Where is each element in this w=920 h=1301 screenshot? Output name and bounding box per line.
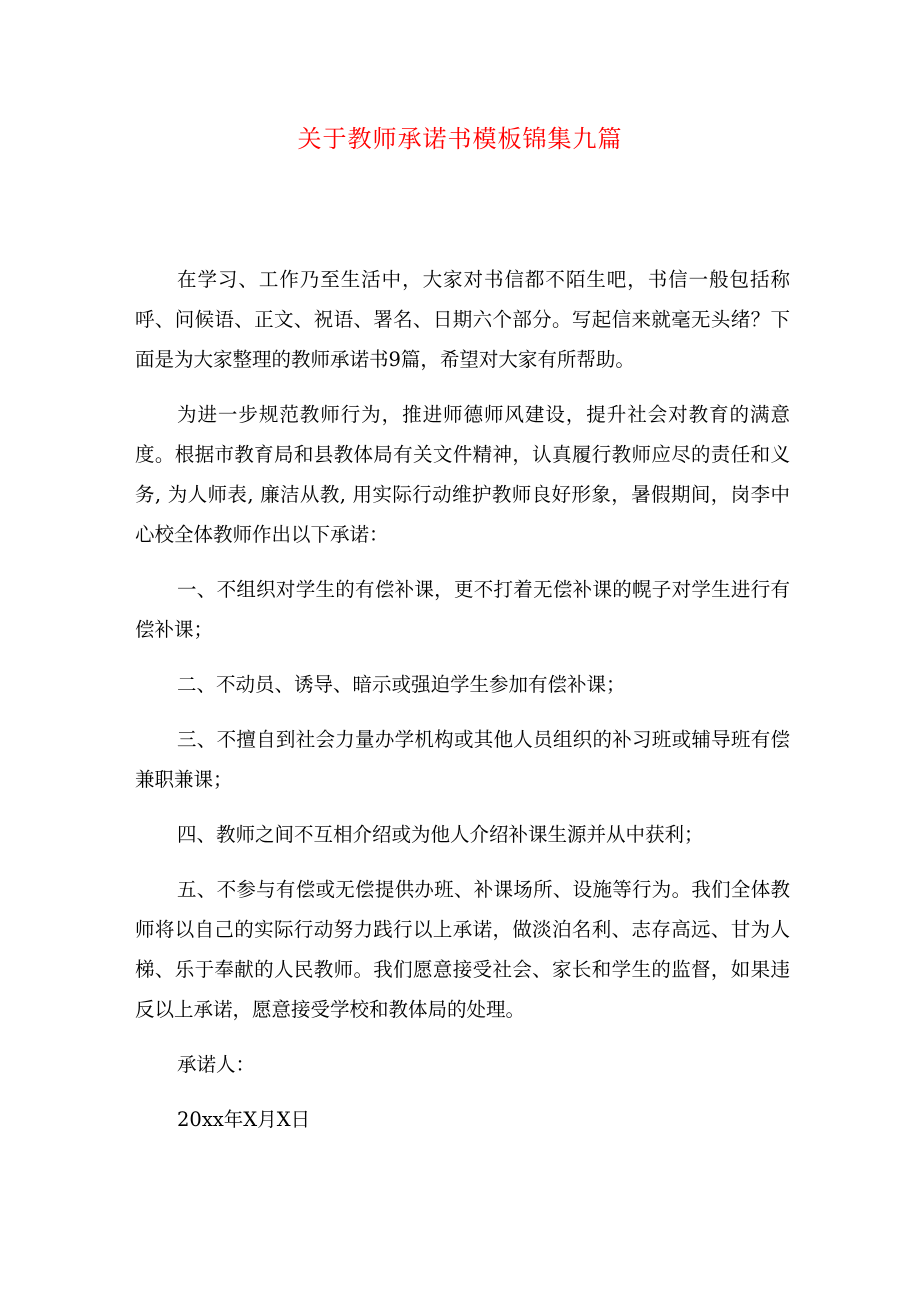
document-title: 关于教师承诺书模板锦集九篇 (297, 125, 623, 153)
paragraph-promise-3: 三、不擅自到社会力量办学机构或其他人员组织的补习班或辅导班有偿兼职兼课； (135, 728, 790, 791)
paragraph-intro: 在学习、工作乃至生活中，大家对书信都不陌生吧，书信一般包括称呼、问候语、正文、祝语、署名、日期六个部分。写起信来就毫无头绪？下面是为大家整理的教师承诺书9篇，希望对大家有所帮助。 (135, 268, 790, 371)
paragraph-purpose: 为进一步规范教师行为，推进师德师风建设，提升社会对教育的满意度。根据市教育局和县教体局有关文件精神，认真履行教师应尽的责任和义务, 为人师表, 廉洁从教, 用实际行动维护教师良好形象，暑假期间，岗李中心校全体教师作出以下承诺： (135, 403, 790, 546)
document-body (135, 260, 790, 1155)
paragraph-promise-2: 二、不动员、诱导、暗示或强迫学生参加有偿补课； (177, 673, 626, 696)
paragraph-promise-1: 一、不组织对学生的有偿补课，更不打着无偿补课的幌子对学生进行有偿补课； (135, 578, 790, 641)
paragraph-promise-4: 四、教师之间不互相介绍或为他人介绍补课生源并从中获利； (177, 823, 704, 846)
paragraph-promise-5: 五、不参与有偿或无偿提供办班、补课场所、设施等行为。我们全体教师将以自己的实际行动努力践行以上承诺，做淡泊名利、志存高远、甘为人梯、乐于奉献的人民教师。我们愿意接受社会、家长和学生的监督，如果违反以上承诺，愿意接受学校和教体局的处理。 (135, 878, 790, 1021)
document-date: 20xx年X月X日 (177, 1108, 311, 1131)
signature-label: 承诺人： (177, 1053, 256, 1076)
